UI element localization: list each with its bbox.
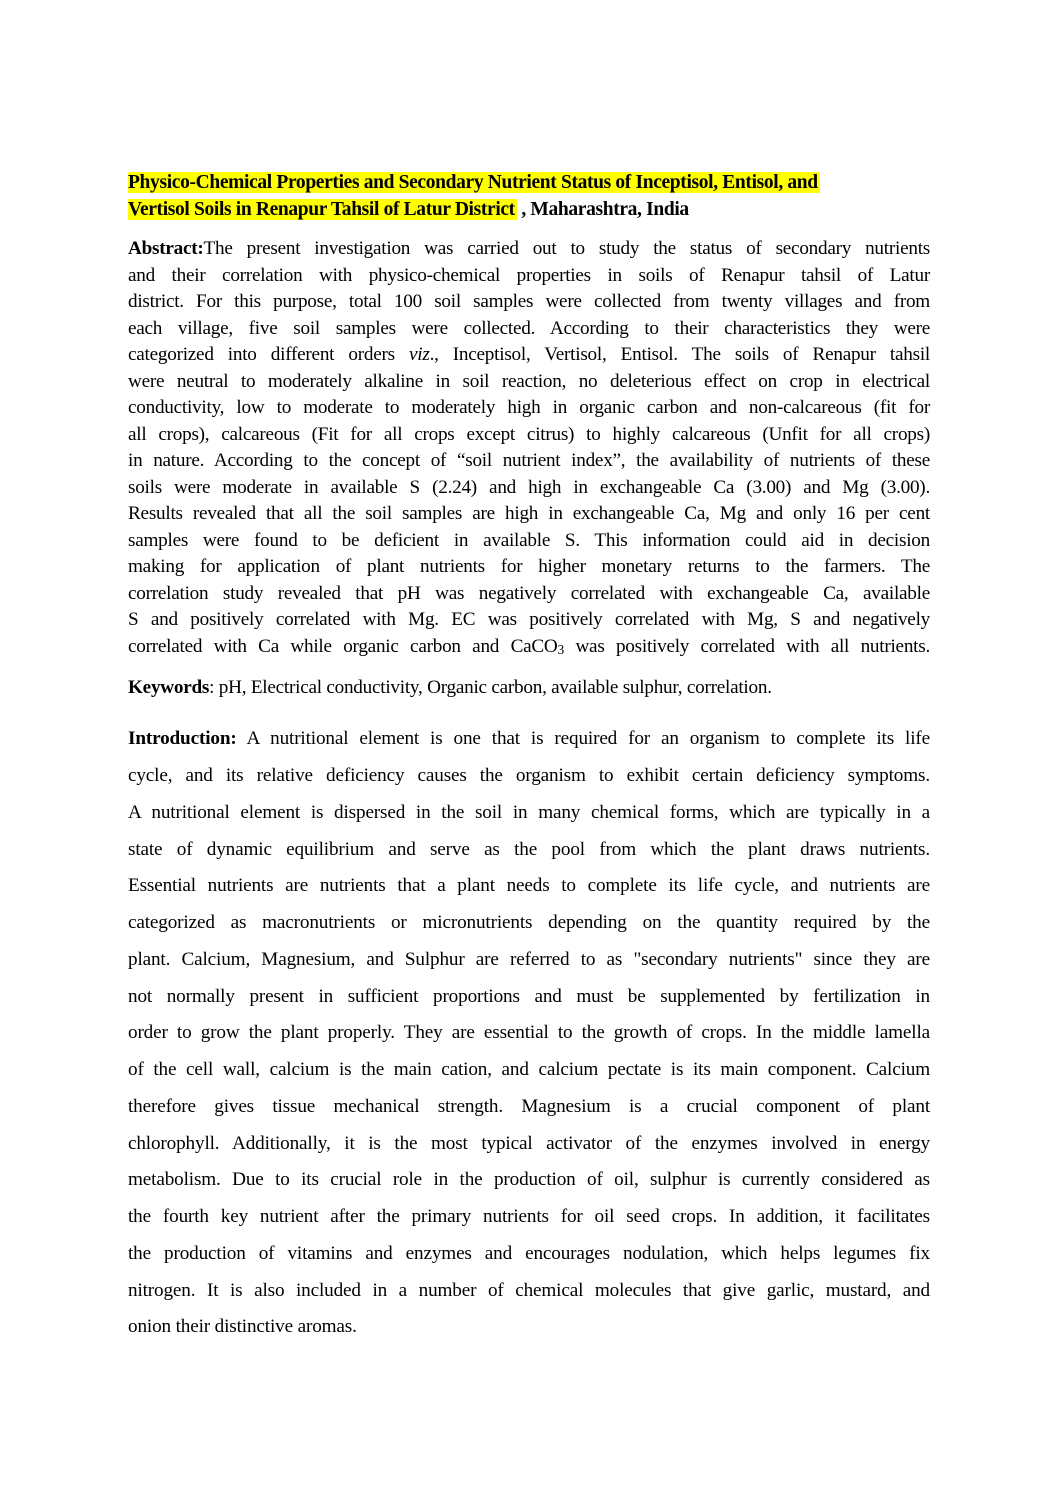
- abstract-line: [128, 343, 930, 367]
- abstract-line: [128, 237, 930, 261]
- introduction-line: of the cell wall, calcium is the main cation, and calcium pectate is its main component. Calcium: [128, 1059, 930, 1080]
- introduction-line: onion their distinctive aromas.: [128, 1316, 357, 1337]
- abstract-line: all crops), calcareous (Fit for all crops except citrus) to highly calcareous (Unfit for all crops): [128, 423, 930, 445]
- paper-title-line-2: [128, 197, 689, 223]
- keywords-label: Keywords: [128, 677, 210, 698]
- introduction-line: the fourth key nutrient after the primary nutrients for oil seed crops. In addition, it facilitates: [128, 1206, 930, 1227]
- introduction-line: A nutritional element is dispersed in the soil in many chemical forms, which are typically in a: [128, 802, 930, 823]
- introduction-line: order to grow the plant properly. They are essential to the growth of crops. In the middle lamella: [128, 1022, 930, 1043]
- title-highlight-2: Vertisol Soils in Renapur Tahsil of Latur District: [128, 199, 515, 220]
- abstract-line: in nature. According to the concept of “soil nutrient index”, the availability of nutrients of these: [128, 450, 930, 471]
- introduction-line: chlorophyll. Additionally, it is the most typical activator of the enzymes involved in energy: [128, 1133, 930, 1154]
- introduction-line: state of dynamic equilibrium and serve as the pool from which the plant draws nutrients.: [128, 839, 930, 860]
- abstract-line: samples were found to be deficient in available S. This information could aid in decision: [128, 529, 930, 551]
- abstract-line: [128, 635, 930, 659]
- abstract-line: each village, five soil samples were collected. According to their characteristics they were: [128, 317, 930, 339]
- introduction-line: plant. Calcium, Magnesium, and Sulphur are referred to as "secondary nutrients" since they are: [128, 949, 930, 970]
- subscript-3: 3: [557, 641, 565, 657]
- abstract-text: correlated with Ca while organic carbon and CaCO: [128, 635, 558, 657]
- title-highlight-1: Physico-Chemical Properties and Secondary Nutrient Status of Inceptisol, Entisol, and: [128, 172, 818, 193]
- paper-title-line-1: [128, 170, 820, 196]
- introduction-line: cycle, and its relative deficiency causes the organism to exhibit certain deficiency symptoms.: [128, 765, 930, 786]
- abstract-text: ., Inceptisol, Vertisol, Entisol. The soils of Renapur tahsil: [429, 344, 931, 365]
- abstract-line: and their correlation with physico-chemical properties in soils of Renapur tahsil of Latur: [128, 264, 930, 286]
- abstract-text: was positively correlated with all nutrients.: [564, 635, 931, 657]
- introduction-label: Introduction:: [128, 728, 237, 749]
- introduction-text: A nutritional element is one that is required for an organism to complete its life: [236, 728, 930, 749]
- abstract-italic-viz: viz: [408, 344, 430, 365]
- abstract-line: soils were moderate in available S (2.24) and high in exchangeable Ca (3.00) and Mg (3.00).: [128, 476, 930, 498]
- abstract-line: Results revealed that all the soil samples are high in exchangeable Ca, Mg and only 16 per cent: [128, 503, 930, 524]
- introduction-line: the production of vitamins and enzymes and encourages nodulation, which helps legumes fix: [128, 1243, 930, 1264]
- introduction-line: nitrogen. It is also included in a number of chemical molecules that give garlic, mustard, and: [128, 1280, 930, 1301]
- keywords-text: : pH, Electrical conductivity, Organic carbon, available sulphur, correlation.: [209, 677, 772, 698]
- abstract-label: Abstract:: [128, 238, 204, 259]
- abstract-text: The present investigation was carried out to study the status of secondary nutrients: [203, 238, 930, 259]
- introduction-line: categorized as macronutrients or micronutrients depending on the quantity required by the: [128, 912, 930, 933]
- abstract-line: correlation study revealed that pH was negatively correlated with exchangeable Ca, available: [128, 582, 930, 604]
- introduction-line: Essential nutrients are nutrients that a plant needs to complete its life cycle, and nutrients are: [128, 875, 930, 896]
- keywords-line: [128, 676, 930, 700]
- abstract-line: S and positively correlated with Mg. EC was positively correlated with Mg, S and negatively: [128, 609, 930, 630]
- introduction-line: therefore gives tissue mechanical strength. Magnesium is a crucial component of plant: [128, 1096, 930, 1117]
- abstract-text: categorized into different orders: [128, 344, 395, 365]
- abstract-line: district. For this purpose, total 100 soil samples were collected from twenty villages and from: [128, 291, 930, 312]
- title-suffix: , Maharashtra, India: [516, 199, 689, 220]
- introduction-line: metabolism. Due to its crucial role in the production of oil, sulphur is currently considered as: [128, 1169, 930, 1190]
- introduction-line: [128, 727, 930, 751]
- introduction-line: not normally present in sufficient proportions and must be supplemented by fertilization in: [128, 986, 930, 1007]
- abstract-line: were neutral to moderately alkaline in soil reaction, no deleterious effect on crop in electrical: [128, 370, 930, 392]
- abstract-line: conductivity, low to moderate to moderately high in organic carbon and non-calcareous (fit for: [128, 397, 930, 418]
- abstract-line: making for application of plant nutrients for higher monetary returns to the farmers. The: [128, 556, 930, 577]
